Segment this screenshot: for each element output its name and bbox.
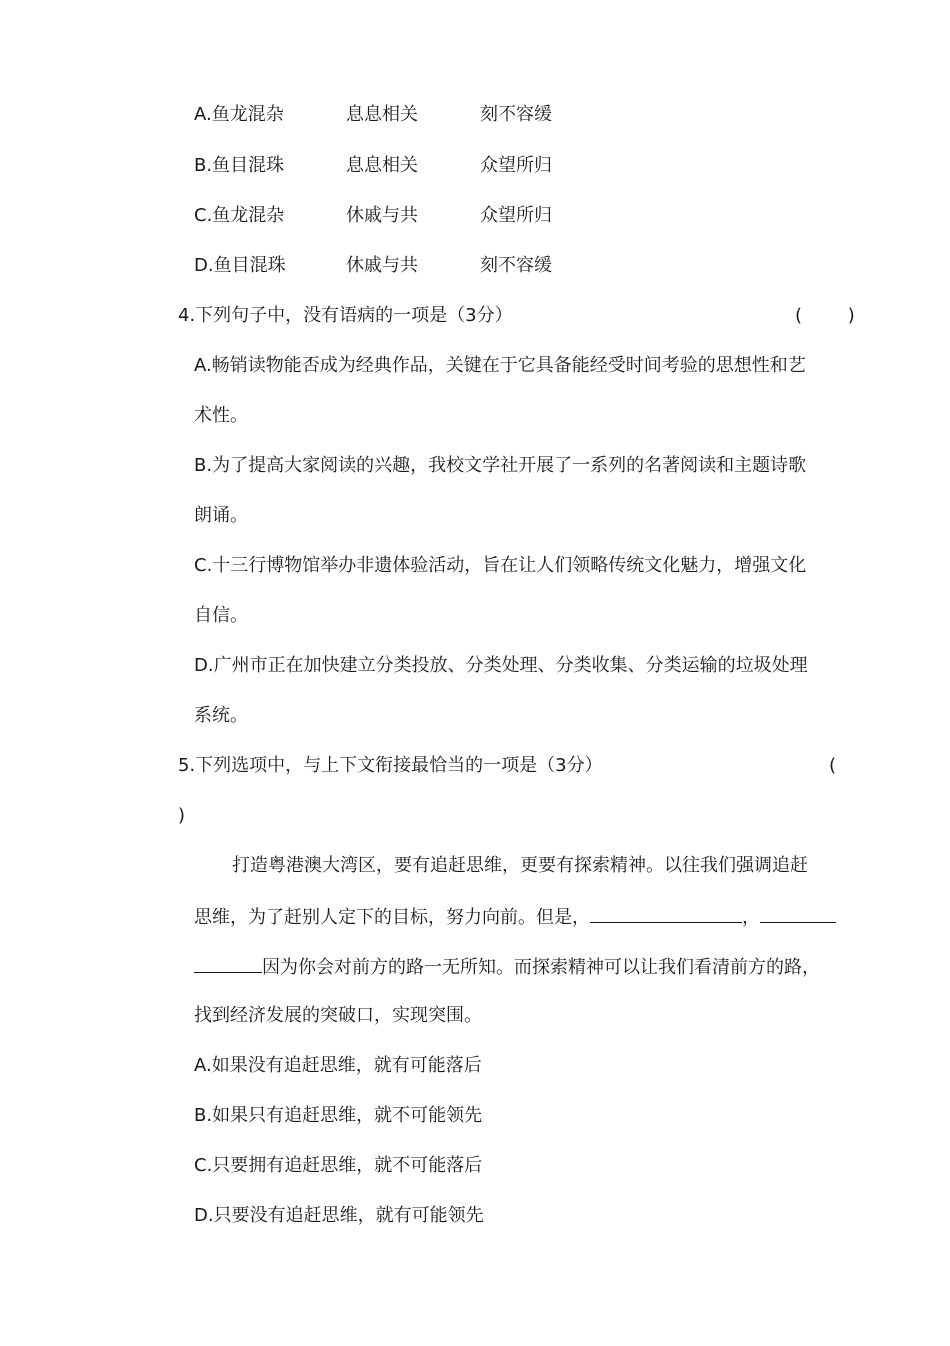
q4-option-a-line1: A.畅销读物能否成为经典作品，关键在于它具备能经受时间考验的思想性和艺 [194,355,806,376]
q4-stem: 4.下列句子中，没有语病的一项是（3分） [178,305,513,326]
q3-option-b-word3: 众望所归 [480,155,552,176]
q4-option-b-line2: 朗诵。 [194,505,248,526]
q3-option-c-word2: 休戚与共 [346,205,418,226]
q4-option-c-line2: 自信。 [194,605,248,626]
q5-passage-line1: 打造粤港澳大湾区，要有追赶思维，更要有探索精神。以往我们强调追赶 [232,855,808,876]
q3-option-d-word2: 休戚与共 [346,255,418,276]
fill-blank-2-end[interactable] [194,954,262,973]
fill-blank-1[interactable] [590,904,742,923]
q3-option-b-word1: B.鱼目混珠 [194,155,285,176]
fill-blank-2-start[interactable] [760,904,836,923]
q5-passage-line2 [194,904,836,930]
q4-answer-bracket: ( ) [795,305,855,326]
q4-option-a-line2: 术性。 [194,405,248,426]
q3-option-c-word1: C.鱼龙混杂 [194,205,285,226]
q5-passage-line4: 找到经济发展的突破口，实现突围。 [194,1005,482,1026]
q5-stem: 5.下列选项中，与上下文衔接最恰当的一项是（3分） [178,755,603,776]
q4-option-d-line1: D.广州市正在加快建立分类投放、分类处理、分类收集、分类运输的垃圾处理 [194,655,808,676]
q4-option-d-line2: 系统。 [194,705,248,726]
q5-bracket-close: ) [178,805,186,826]
q3-option-a-word2: 息息相关 [346,104,418,125]
q5-option-a: A.如果没有追赶思维，就有可能落后 [194,1055,482,1076]
q3-option-b-word2: 息息相关 [346,155,418,176]
q3-option-a-word1: A.鱼龙混杂 [194,104,284,125]
q4-option-c-line1: C.十三行博物馆举办非遗体验活动，旨在让人们领略传统文化魅力，增强文化 [194,555,807,576]
q5-passage-line3-text: 因为你会对前方的路一无所知。而探索精神可以让我们看清前方的路， [262,957,820,978]
q5-passage-line2-comma: ， [742,907,760,928]
q5-option-c: C.只要拥有追赶思维，就不可能落后 [194,1155,483,1176]
q3-option-a-word3: 刻不容缓 [480,104,552,125]
q4-option-b-line1: B.为了提高大家阅读的兴趣，我校文学社开展了一系列的名著阅读和主题诗歌 [194,455,807,476]
q5-bracket-open: ( [829,755,837,776]
q3-option-d-word3: 刻不容缓 [480,255,552,276]
q5-passage-line3 [194,954,820,980]
q5-passage-line2-text: 思维，为了赶别人定下的目标，努力向前。但是， [194,907,590,928]
q3-option-d-word1: D.鱼目混珠 [194,255,286,276]
q5-option-b: B.如果只有追赶思维，就不可能领先 [194,1105,483,1126]
q5-option-d: D.只要没有追赶思维，就有可能领先 [194,1205,484,1226]
q3-option-c-word3: 众望所归 [480,205,552,226]
